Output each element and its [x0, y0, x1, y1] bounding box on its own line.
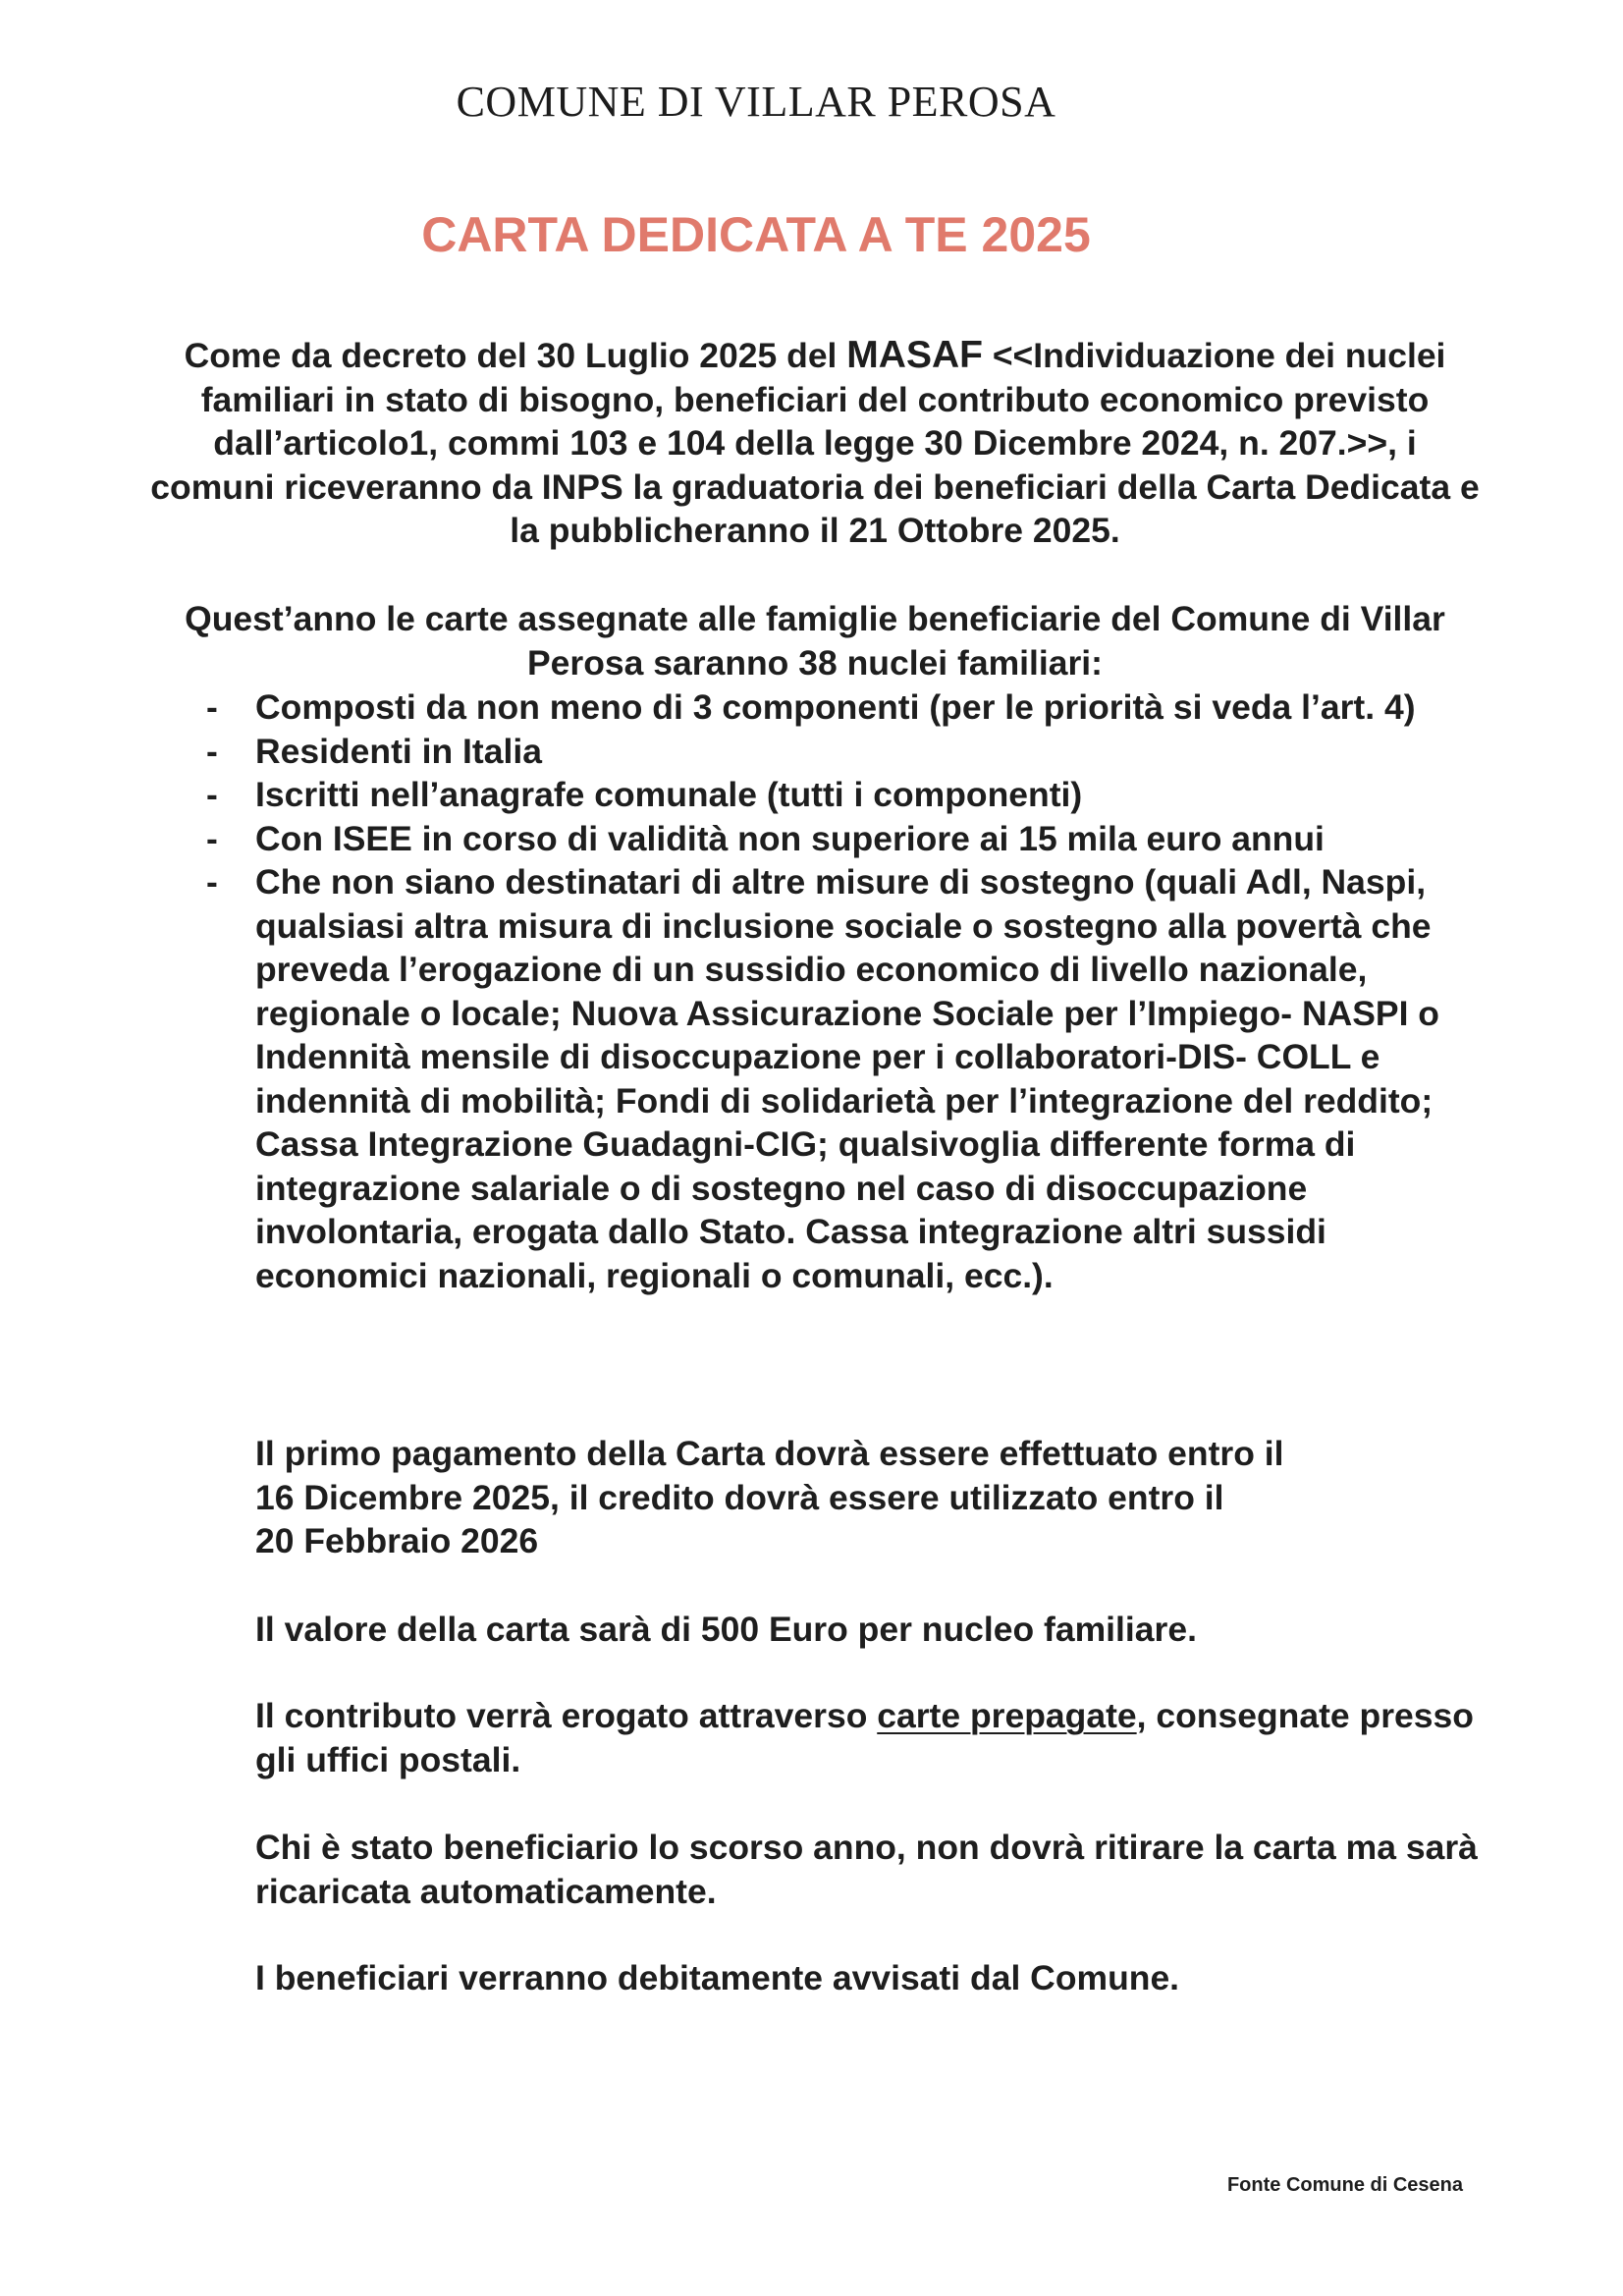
bullet-dash: - — [206, 687, 218, 727]
document-title: CARTA DEDICATA A TE 2025 — [421, 207, 1091, 262]
agency-name: MASAF — [846, 334, 983, 376]
list-item — [0, 860, 1492, 1297]
requirement-text: Iscritti nell’anagrafe comunale (tutti i componenti) — [255, 775, 1083, 814]
bullet-dash: - — [206, 818, 218, 858]
list-item — [0, 685, 1492, 730]
list-item — [0, 730, 1492, 774]
intro-paragraph — [147, 334, 1483, 553]
card-value-paragraph: Il valore della carta sarà di 500 Euro per nucleo familiare. — [255, 1610, 1197, 1649]
payment-line-2: 16 Dicembre 2025, il credito dovrà essere utilizzato entro il — [255, 1477, 1224, 1517]
municipality-header: COMUNE DI VILLAR PEROSA — [456, 78, 1056, 126]
requirement-text: Residenti in Italia — [255, 731, 542, 771]
requirements-list — [0, 685, 1492, 1297]
requirement-text: Con ISEE in corso di validità non superiore ai 15 mila euro annui — [255, 818, 1325, 858]
list-item — [0, 773, 1492, 817]
prepaid-cards-link[interactable]: carte prepagate — [877, 1696, 1137, 1735]
delivery-text-end: , consegnate presso gli uffici postali. — [255, 1696, 1474, 1779]
delivery-text-start: Il contributo verrà erogato attraverso — [255, 1696, 878, 1735]
bullet-dash: - — [206, 731, 218, 771]
delivery-paragraph — [255, 1694, 1492, 1781]
bullet-dash: - — [206, 862, 218, 902]
renewal-paragraph: Chi è stato beneficiario lo scorso anno, non dovrà ritirare la carta ma sarà ricaricata automaticamente. — [255, 1828, 1478, 1911]
requirement-text: Che non siano destinatari di altre misure di sostegno (quali Adl, Naspi, qualsiasi altra misura di inclusione sociale o sostegno alla povertà che preveda l’erogazione di un sussidio economico di livello nazionale, regionale o locale; Nuova Assicurazione Sociale per l’Impiego- NASPI o Indennità mensile di disoccupazione per i collaboratori-DIS- COLL e indennità di mobilità; Fondi di solidarietà per l’integrazione del reddito; Cassa Integrazione Guadagni-CIG; qualsivoglia differente forma di integrazione salariale o di sostegno nel caso di disoccupazione involontaria, erogata dallo Stato. Cassa integrazione altri sussidi economici nazionali, regionali o comunali, ecc.). — [255, 862, 1439, 1295]
requirement-text: Composti da non meno di 3 componenti (per le priorità si veda l’art. 4) — [255, 687, 1416, 727]
intro-text-rest: <<Individuazione dei nuclei familiari in stato di bisogno, beneficiari del contributo economico previsto dall’articolo1, commi 103 e 104 della legge 30 Dicembre 2024, n. 207.>>, i comuni riceveranno da INPS la graduatoria dei beneficiari della Carta Dedicata e la pubblicheranno il 21 Ottobre 2025. — [150, 336, 1480, 550]
requirements-intro: Quest’anno le carte assegnate alle famiglie beneficiarie del Comune di Villar Perosa saranno 38 nuclei familiari: — [185, 599, 1445, 683]
payment-paragraph — [255, 1432, 1492, 1563]
payment-line-3: 20 Febbraio 2026 — [255, 1521, 539, 1560]
source-footer: Fonte Comune di Cesena — [1226, 2174, 1463, 2196]
list-item — [0, 817, 1492, 861]
notice-paragraph: I beneficiari verranno debitamente avvisati dal Comune. — [255, 1958, 1180, 1997]
payment-line-1: Il primo pagamento della Carta dovrà essere effettuato entro il — [255, 1434, 1284, 1473]
bullet-dash: - — [206, 775, 218, 814]
intro-text-start: Come da decreto del 30 Luglio 2025 del — [184, 336, 847, 375]
